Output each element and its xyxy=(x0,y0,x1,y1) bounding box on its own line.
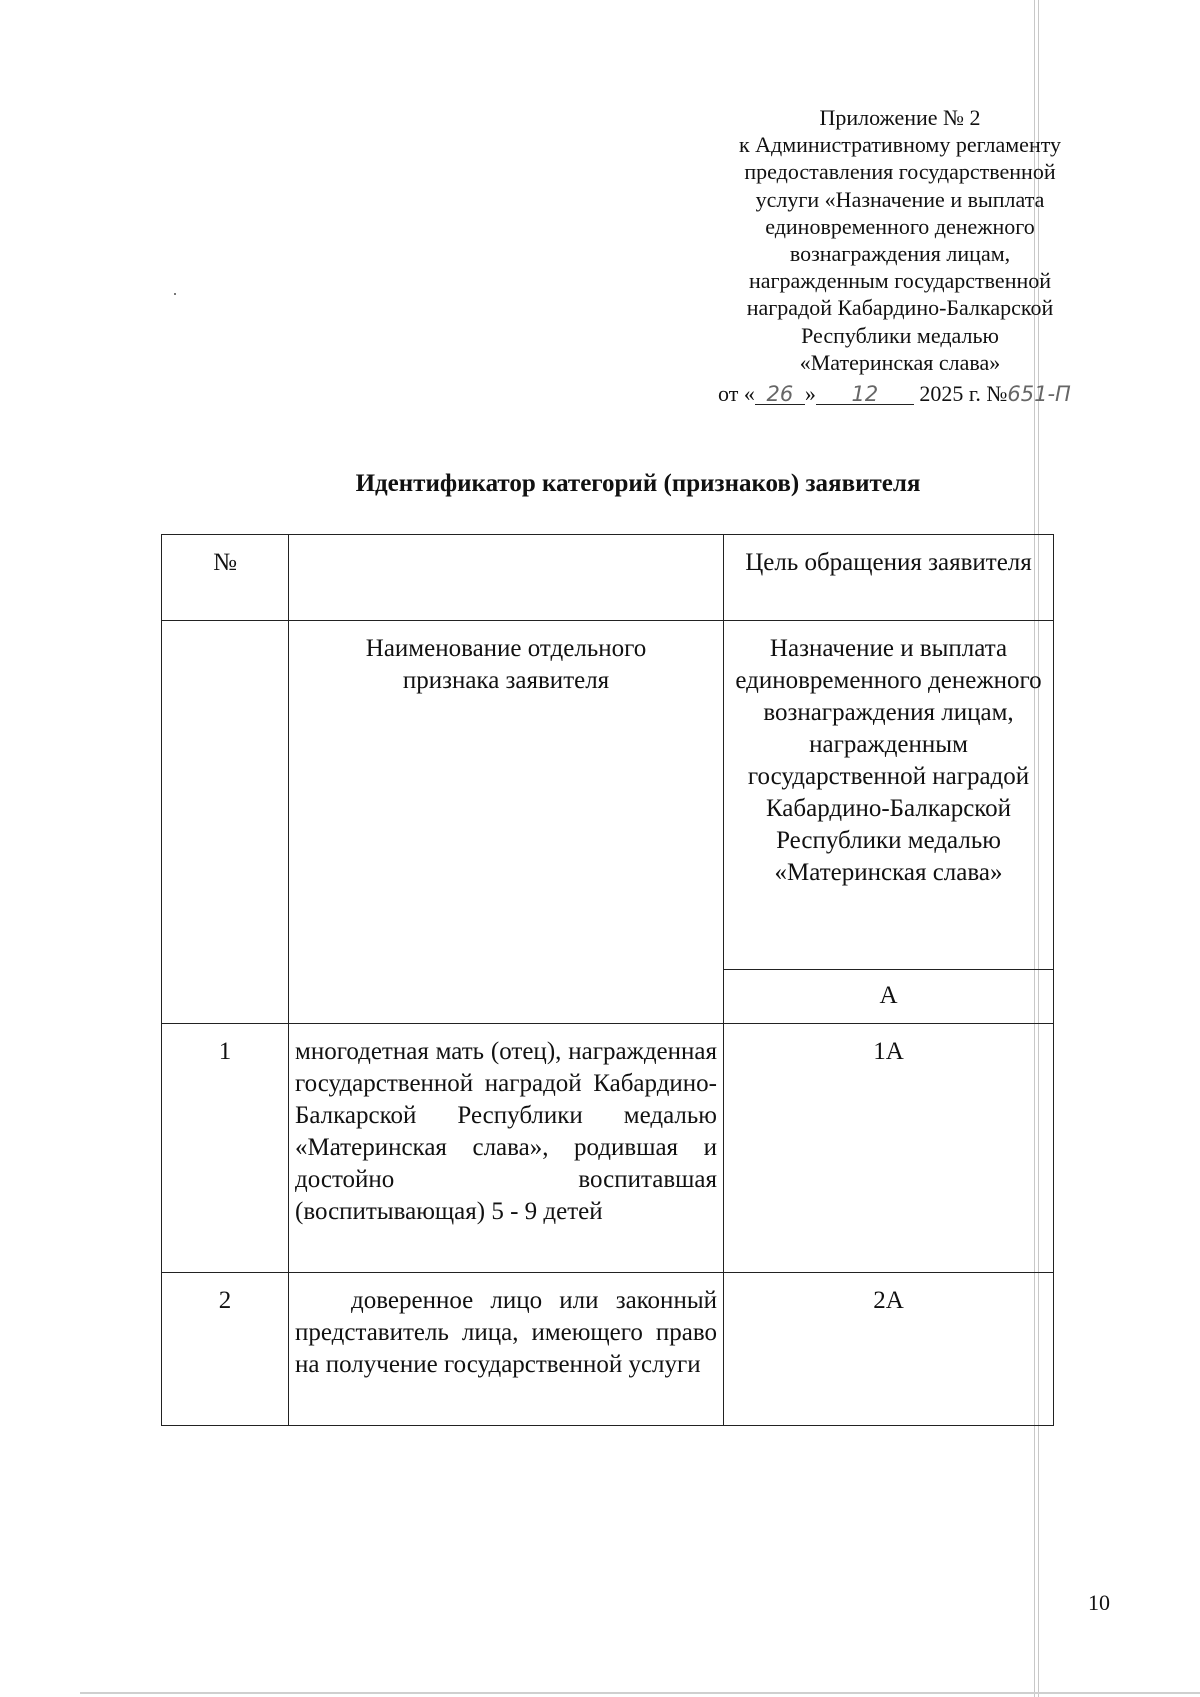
page-number: 10 xyxy=(1088,1590,1110,1615)
appendix-line: вознаграждения лицам, xyxy=(789,241,1011,267)
date-year: 2025 г. № xyxy=(919,381,1008,406)
appendix-line: единовременного денежного xyxy=(765,213,1035,239)
date-mid: » xyxy=(804,381,816,406)
date-month-handwritten: 12 xyxy=(816,384,914,405)
appendix-header xyxy=(700,104,1100,376)
approval-date-line xyxy=(718,381,1118,407)
scan-artifact-edge xyxy=(80,1692,1200,1694)
date-day-handwritten: 26 xyxy=(755,384,805,405)
appendix-line: к Административному регламенту xyxy=(738,132,1062,158)
order-number-handwritten: 651-П xyxy=(1007,382,1071,406)
date-prefix: от « xyxy=(718,381,755,406)
row-number: 2 xyxy=(162,1273,289,1426)
appendix-line: наградой Кабардино-Балкарской xyxy=(746,295,1054,321)
appendix-line: «Материнская слава» xyxy=(799,349,1001,375)
row-code: 1А xyxy=(724,1024,1054,1273)
appendix-line: Республики медалью xyxy=(801,322,999,348)
appendix-line: Приложение № 2 xyxy=(819,105,981,130)
header-goal-code: А xyxy=(724,970,1054,1024)
header-number: № xyxy=(162,535,289,621)
row-feature: многодетная мать (отец), награжденная государственной наградой Кабардино-Балкарской Республики медалью «Материнская слава», родившая и достойно воспитавшая (воспитывающая) 5 - 9 детей xyxy=(289,1024,724,1273)
appendix-line: награжденным государственной xyxy=(748,268,1052,294)
header-empty xyxy=(289,535,724,621)
table-subheader-row xyxy=(162,621,1054,970)
row-feature: доверенное лицо или законный представитель лица, имеющего право на получение государственной услуги xyxy=(289,1273,724,1426)
row-code: 2А xyxy=(724,1273,1054,1426)
table-row xyxy=(162,1273,1054,1426)
subheader-number-empty xyxy=(162,621,289,1024)
table-row xyxy=(162,1024,1054,1273)
appendix-line: предоставления государственной xyxy=(744,159,1056,185)
header-feature-name: Наименование отдельного признака заявителя xyxy=(289,621,724,1024)
row-number: 1 xyxy=(162,1024,289,1273)
document-title: Идентификатор категорий (признаков) заявителя xyxy=(355,470,921,497)
applicant-category-table xyxy=(161,534,1054,1426)
appendix-line: услуги «Назначение и выплата xyxy=(755,186,1045,212)
table-header-row xyxy=(162,535,1054,621)
scan-speck xyxy=(174,293,176,295)
header-goal-value: Назначение и выплата единовременного денежного вознаграждения лицам, награжденным государственной наградой Кабардино-Балкарской Республики медалью «Материнская слава» xyxy=(724,621,1054,970)
header-goal: Цель обращения заявителя xyxy=(724,535,1054,621)
